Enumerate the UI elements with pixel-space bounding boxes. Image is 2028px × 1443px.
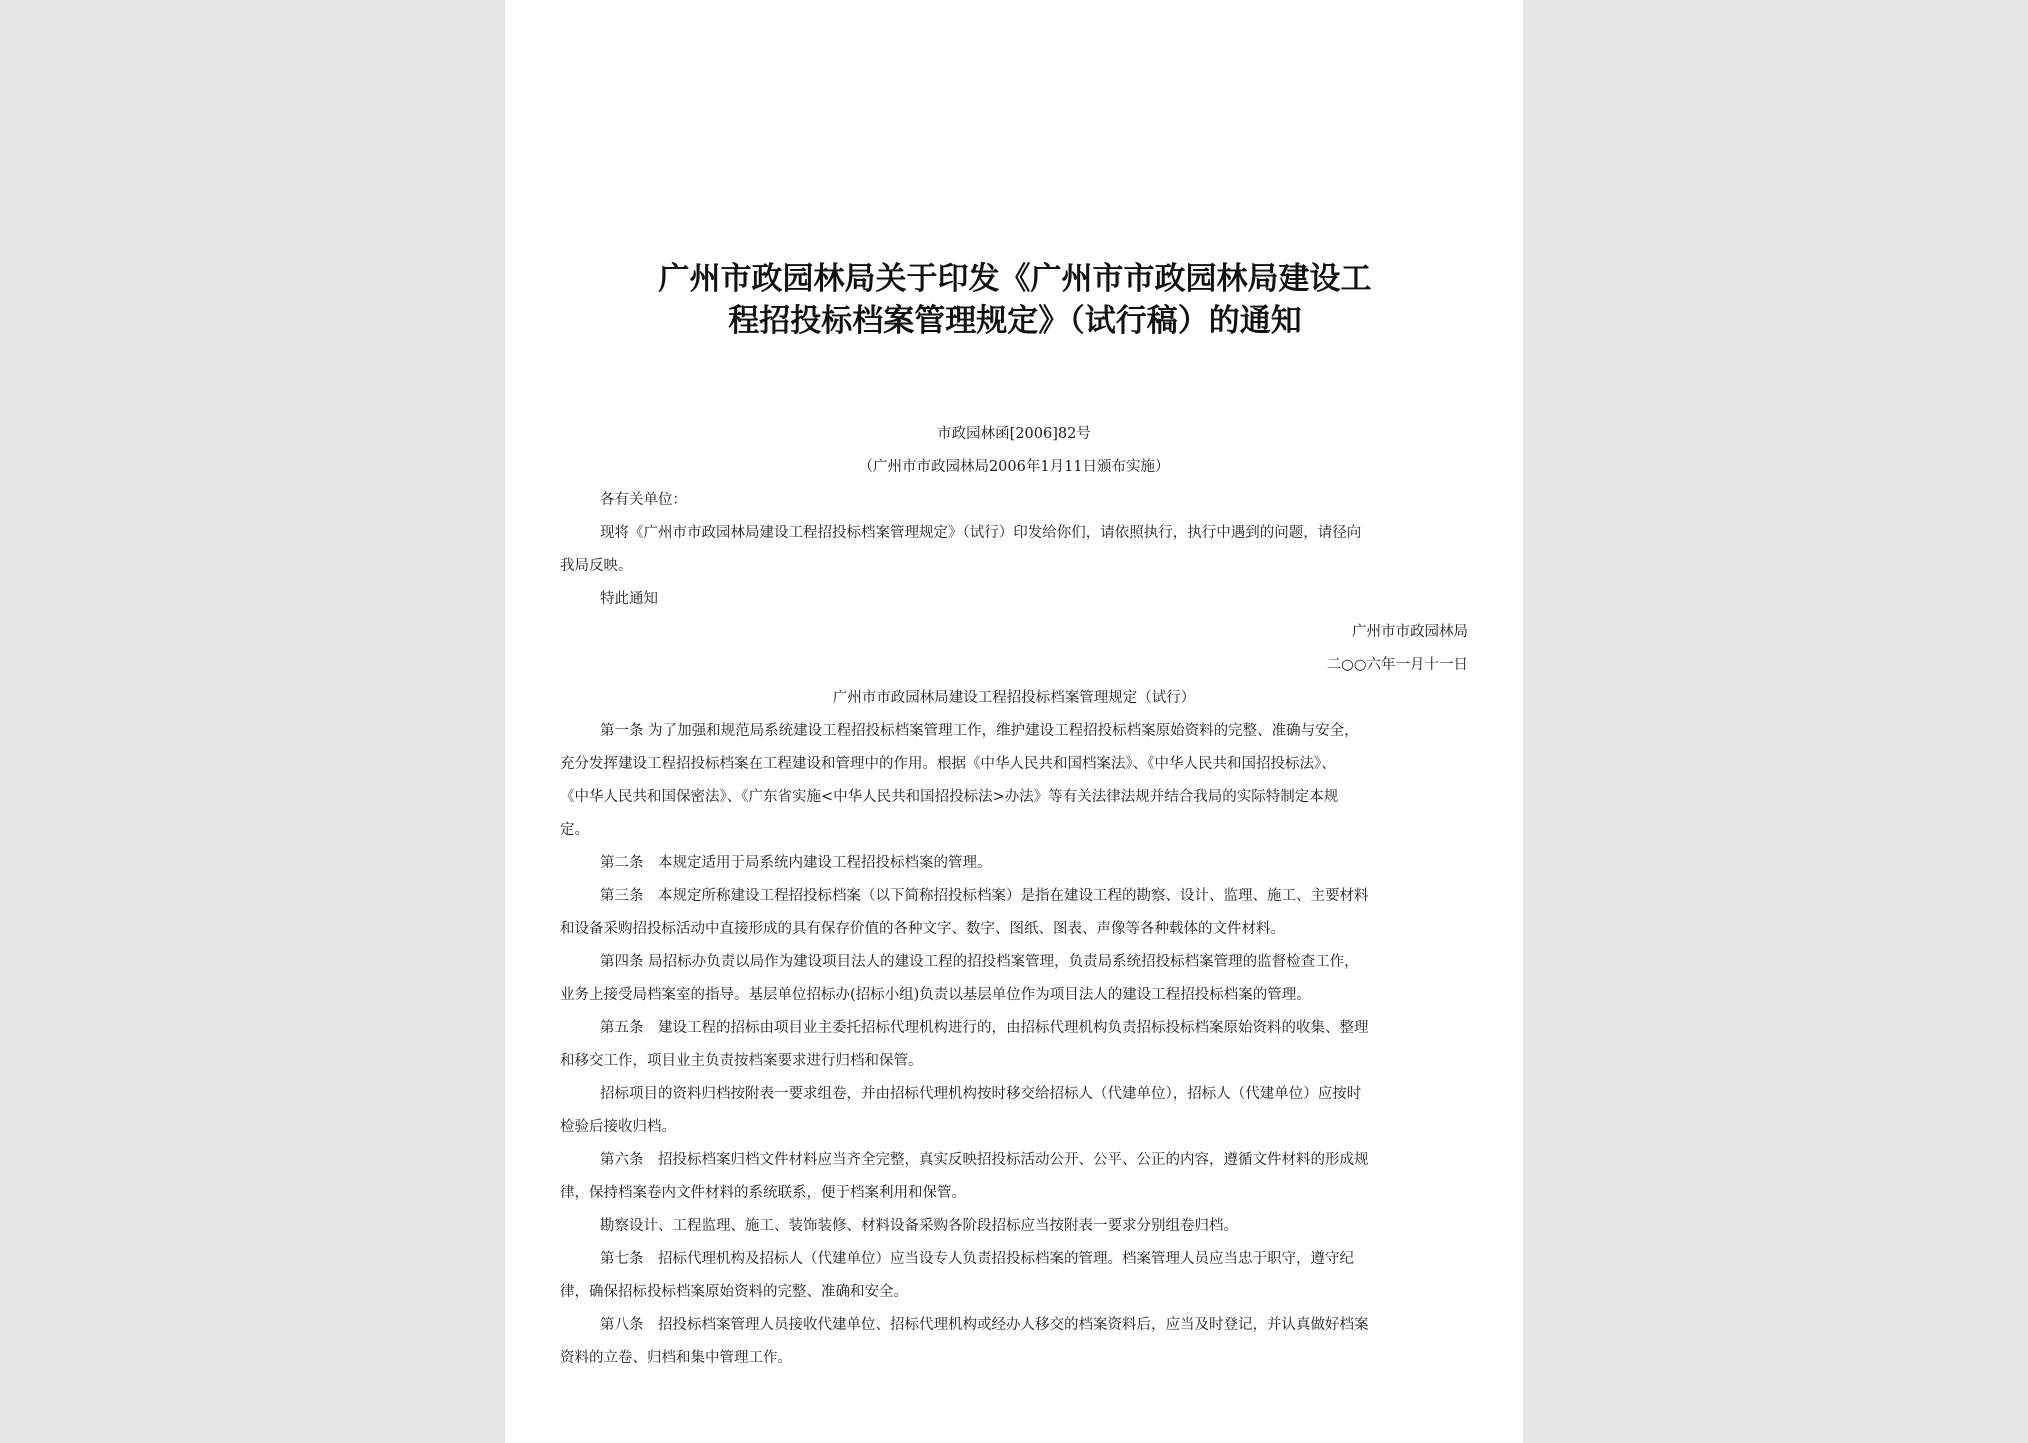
article-line: 第七条 招标代理机构及招标人（代建单位）应当设专人负责招投标档案的管理。档案管理人员应当忠于职守，遵守纪 <box>600 1251 1354 1267</box>
article-line: 业务上接受局档案室的指导。基层单位招标办(招标小组)负责以基层单位作为项目法人的建设工程招投标档案的管理。 <box>560 987 1311 1003</box>
article-line: 和移交工作，项目业主负责按档案要求进行归档和保管。 <box>560 1053 923 1069</box>
regulation-title: 广州市市政园林局建设工程招投标档案管理规定（试行） <box>832 690 1196 706</box>
article-line: 招标项目的资料归档按附表一要求组卷，并由招标代理机构按时移交给招标人（代建单位），招标人（代建单位）应按时 <box>600 1086 1362 1102</box>
article-line: 第一条 为了加强和规范局系统建设工程招投标档案管理工作，维护建设工程招投标档案原始资料的完整、准确与安全， <box>600 723 1359 739</box>
article-line: 第五条 建设工程的招标由项目业主委托招标代理机构进行的，由招标代理机构负责招标投标档案原始资料的收集、整理 <box>600 1020 1369 1036</box>
article-line: 律，确保招标投标档案原始资料的完整、准确和安全。 <box>560 1284 908 1300</box>
article-line: 第三条 本规定所称建设工程招投标档案（以下简称招投标档案）是指在建设工程的勘察、设计、监理、施工、主要材料 <box>600 888 1369 904</box>
promulgation-note: （广州市市政园林局2006年1月11日颁布实施） <box>858 459 1170 475</box>
signature-organization: 广州市市政园林局 <box>1352 624 1468 640</box>
article-line: 第八条 招投标档案管理人员接收代建单位、招标代理机构或经办人移交的档案资料后，应当及时登记，并认真做好档案 <box>600 1317 1369 1333</box>
article-line: 勘察设计、工程监理、施工、装饰装修、材料设备采购各阶段招标应当按附表一要求分别组卷归档。 <box>600 1218 1238 1234</box>
article-line: 第六条 招投标档案归档文件材料应当齐全完整，真实反映招投标活动公开、公平、公正的内容，遵循文件材料的形成规 <box>600 1152 1369 1168</box>
article-line: 资料的立卷、归档和集中管理工作。 <box>560 1350 792 1366</box>
closing-remark: 特此通知 <box>600 591 658 607</box>
title-line-1: 广州市政园林局关于印发《广州市市政园林局建设工 <box>658 261 1372 297</box>
intro-paragraph-line: 我局反映。 <box>560 558 633 574</box>
article-line: 定。 <box>560 822 589 838</box>
document-page <box>505 0 1523 1443</box>
intro-paragraph-line: 现将《广州市市政园林局建设工程招投标档案管理规定》（试行）印发给你们，请依照执行，执行中遇到的问题，请径向 <box>600 525 1362 541</box>
article-line: 和设备采购招投标活动中直接形成的具有保存价值的各种文字、数字、图纸、图表、声像等各种载体的文件材料。 <box>560 921 1285 937</box>
article-line: 充分发挥建设工程招投标档案在工程建设和管理中的作用。根据《中华人民共和国档案法》、《中华人民共和国招投标法》、 <box>560 756 1336 772</box>
title-line-2: 程招投标档案管理规定》（试行稿）的通知 <box>728 303 1302 339</box>
article-line: 《中华人民共和国保密法》、《广东省实施<中华人民共和国招投标法>办法》等有关法律法规并结合我局的实际特制定本规 <box>560 789 1339 805</box>
doc-number: 市政园林函[2006]82号 <box>937 426 1091 442</box>
article-line: 第四条 局招标办负责以局作为建设项目法人的建设工程的招投档案管理，负责局系统招投标档案管理的监督检查工作， <box>600 954 1359 970</box>
article-line: 律，保持档案卷内文件材料的系统联系，便于档案利用和保管。 <box>560 1185 966 1201</box>
article-line: 检验后接收归档。 <box>560 1119 676 1135</box>
signature-date: 二○○六年一月十一日 <box>1326 657 1468 673</box>
article-line: 第二条 本规定适用于局系统内建设工程招投标档案的管理。 <box>600 855 992 871</box>
document-title <box>585 258 1445 342</box>
document-body <box>560 418 1468 1375</box>
salutation: 各有关单位： <box>600 492 687 508</box>
